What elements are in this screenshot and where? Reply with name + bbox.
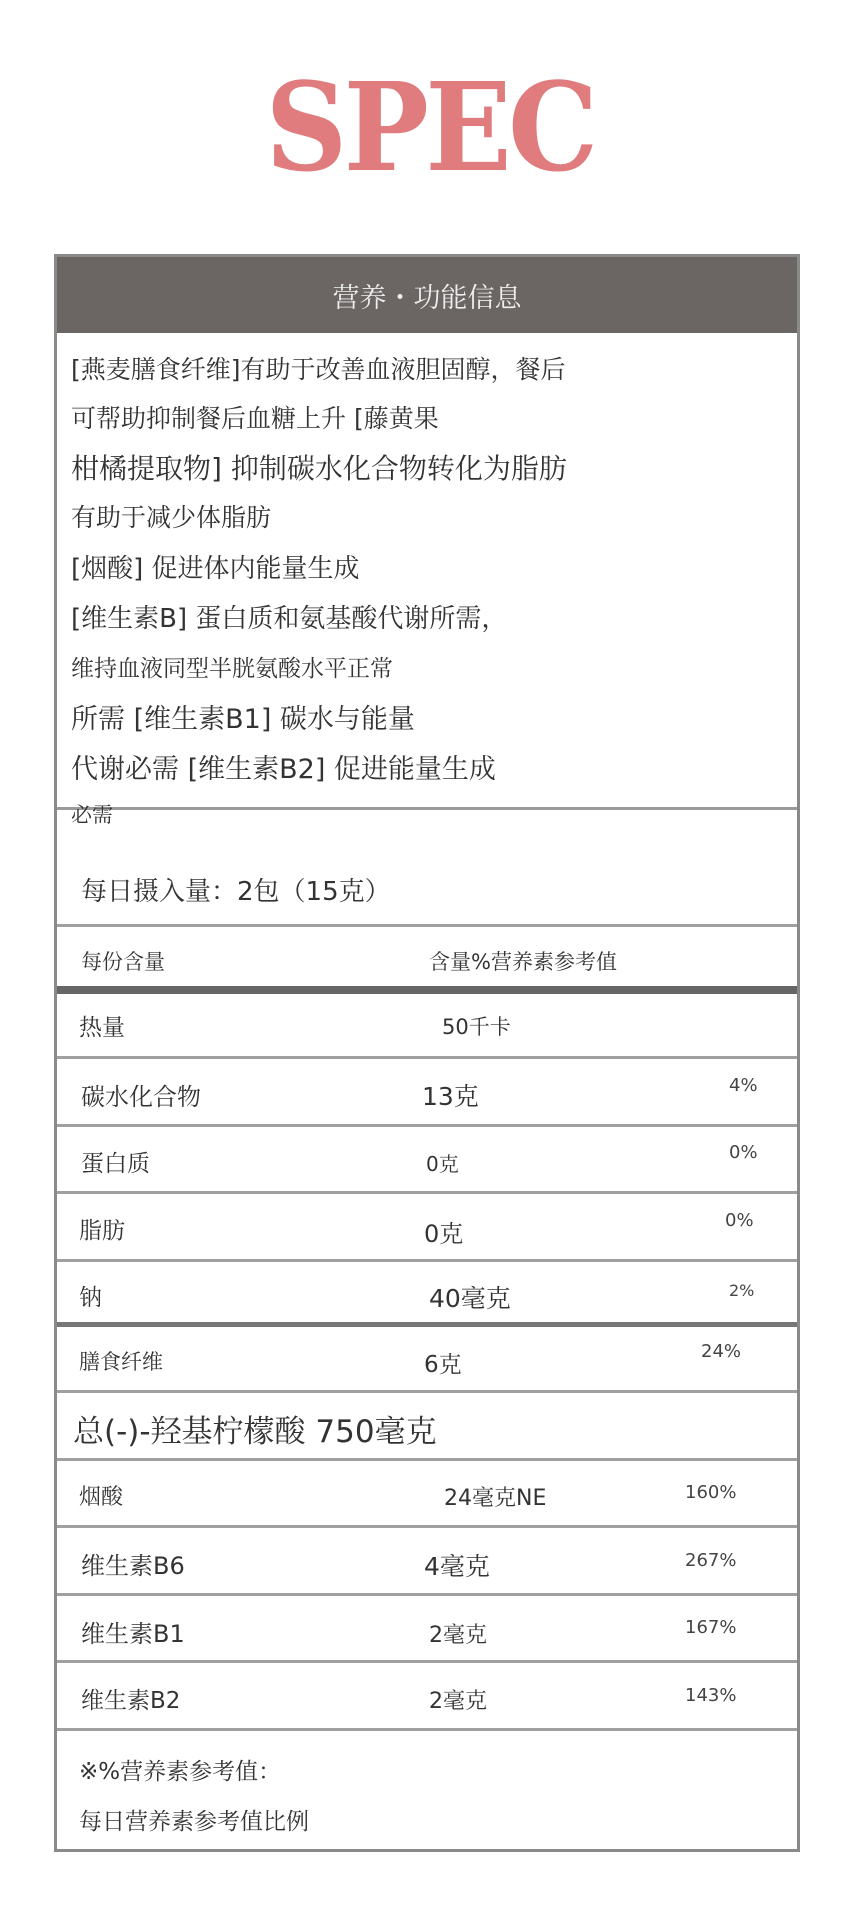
nutrition-panel <box>54 254 800 1852</box>
description-line: [燕麦膳食纤维]有助于改善血液胆固醇，餐后 <box>71 355 566 384</box>
daily-intake: 每日摄入量：2包（15克） <box>81 877 391 907</box>
nutrient-name: 蛋白质 <box>81 1151 150 1177</box>
nutrient-pct: 143% <box>685 1685 737 1706</box>
spec-logo: SPEC <box>265 55 595 199</box>
divider <box>57 1458 797 1461</box>
description-line: 可帮助抑制餐后血糖上升 [藤黄果 <box>71 404 439 433</box>
nutrient-pct: 0% <box>725 1210 754 1231</box>
nutrient-pct: 0% <box>729 1142 758 1163</box>
description-line: 必需 <box>71 803 113 827</box>
footnote-title: ※%营养素参考值： <box>79 1759 282 1785</box>
column-amount-pct: 含量%营养素参考值 <box>429 950 617 974</box>
function-description <box>57 333 797 827</box>
nutrient-amount: 13克 <box>422 1082 479 1111</box>
nutrient-amount: 0克 <box>424 1220 464 1248</box>
nutrient-name: 脂肪 <box>79 1218 125 1244</box>
nutrient-name: 碳水化合物 <box>81 1083 201 1111</box>
nutrient-name: 维生素B2 <box>81 1688 181 1714</box>
divider <box>57 1390 797 1393</box>
nutrient-name: 烟酸 <box>79 1485 124 1510</box>
description-line: 柑橘提取物] 抑制碳水化合物转化为脂肪 <box>71 452 567 485</box>
divider <box>57 1124 797 1127</box>
nutrient-pct: 167% <box>685 1617 737 1638</box>
nutrient-amount: 6克 <box>424 1352 462 1378</box>
divider <box>57 1259 797 1262</box>
nutrient-pct: 160% <box>685 1482 737 1503</box>
divider <box>57 1056 797 1059</box>
divider <box>57 924 797 927</box>
nutrient-pct: 24% <box>701 1341 742 1362</box>
hydroxycitric-acid-row: 总(-)-羟基柠檬酸 750毫克 <box>73 1414 437 1450</box>
nutrient-pct: 4% <box>729 1075 758 1096</box>
panel-title: 营养・功能信息 <box>332 282 522 314</box>
nutrient-amount: 2毫克 <box>429 1623 487 1648</box>
description-line: 维持血液同型半胱氨酸水平正常 <box>71 656 393 682</box>
nutrient-name: 膳食纤维 <box>79 1350 163 1374</box>
nutrient-name: 维生素B1 <box>81 1620 185 1648</box>
nutrient-name: 钠 <box>79 1285 102 1311</box>
divider <box>57 1525 797 1528</box>
nutrient-name: 维生素B6 <box>81 1552 185 1580</box>
divider-thick <box>57 986 797 994</box>
divider <box>57 1660 797 1663</box>
column-per-serving: 每份含量 <box>81 950 165 974</box>
nutrient-amount: 24毫克NE <box>444 1486 547 1511</box>
description-line: 所需 [维生素B1] 碳水与能量 <box>71 704 415 735</box>
nutrient-amount: 2毫克 <box>429 1689 487 1714</box>
nutrient-pct: 267% <box>685 1550 737 1571</box>
nutrient-name: 热量 <box>79 1015 125 1041</box>
description-line: 代谢必需 [维生素B2] 促进能量生成 <box>71 754 496 785</box>
divider-thick <box>57 1322 797 1327</box>
panel-header <box>57 257 797 333</box>
nutrient-amount: 40毫克 <box>429 1284 511 1313</box>
nutrient-pct: 2% <box>729 1281 755 1300</box>
footnote-text: 每日营养素参考值比例 <box>79 1809 309 1835</box>
divider <box>57 1728 797 1731</box>
description-line: [维生素B] 蛋白质和氨基酸代谢所需， <box>71 604 508 634</box>
nutrient-amount: 4毫克 <box>424 1552 490 1581</box>
divider <box>57 1191 797 1194</box>
description-line: [烟酸] 促进体内能量生成 <box>71 554 360 584</box>
nutrient-amount: 0克 <box>426 1152 459 1176</box>
description-line: 有助于减少体脂肪 <box>71 503 272 532</box>
nutrient-amount: 50千卡 <box>442 1015 511 1039</box>
divider <box>57 1593 797 1596</box>
